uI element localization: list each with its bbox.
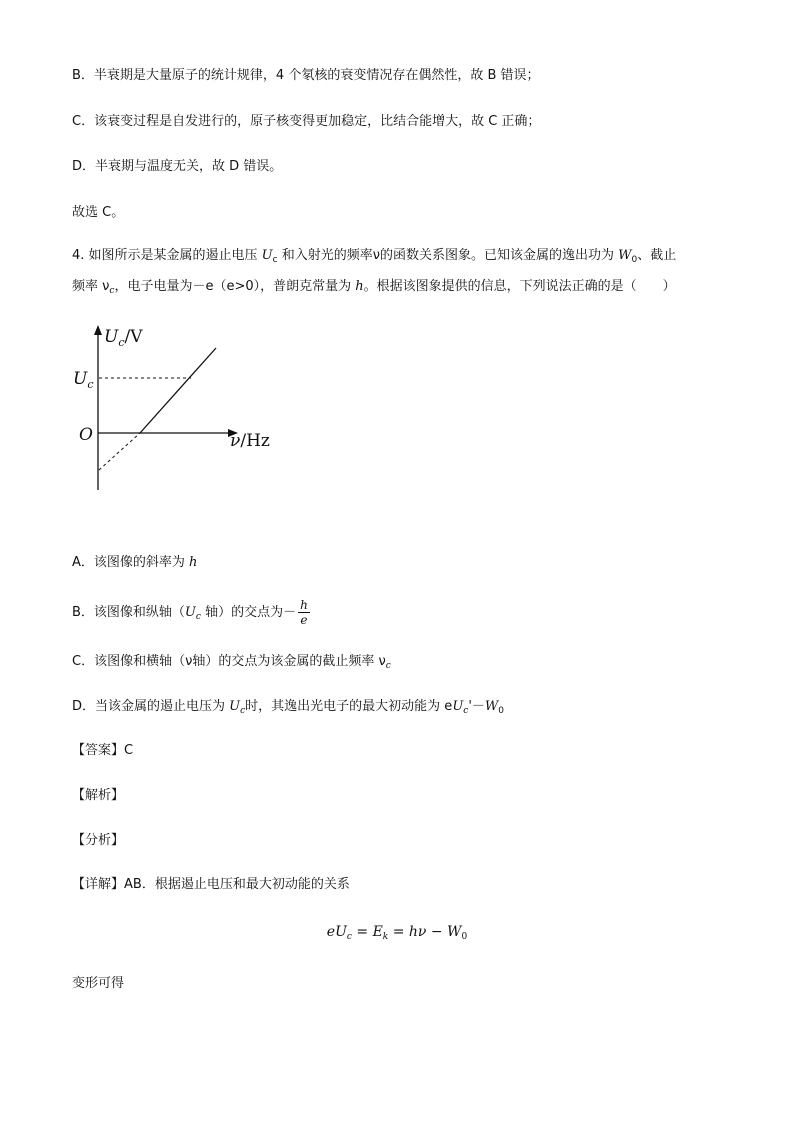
q1-text-end: 、截止 — [637, 248, 677, 263]
y-axis-label: $U_c/V$ — [104, 327, 143, 349]
option-d-prime: ' — [468, 699, 472, 714]
option-b-den: e — [300, 613, 308, 627]
option-a-h: h — [189, 555, 198, 570]
formula-rest2: = hν − W — [388, 924, 462, 940]
formula-c: c — [346, 932, 352, 942]
y-tick-uc: $U_c$ — [73, 369, 94, 391]
option-d-U2-sub: c — [463, 706, 469, 716]
q2-text-a: 频率 ν — [72, 279, 110, 294]
uc-nu-graph — [70, 322, 280, 497]
q2-text-b: ，电子电量为－e（e>0），普朗克常量为 — [114, 279, 356, 294]
q2-nu-sub: c — [109, 286, 115, 296]
fenxi-heading: 【分析】 — [72, 833, 125, 848]
option-b-prev: B．半衰期是大量原子的统计规律，4 个氡核的衰变情况存在偶然性，故 B 错误； — [72, 68, 540, 83]
option-d-U-sub: c — [240, 706, 246, 716]
formula-eU: eU — [326, 924, 347, 940]
option-d-U2: U — [452, 699, 464, 714]
q1-W-sub: 0 — [631, 255, 638, 265]
option-d-W: W — [484, 699, 499, 714]
option-d-text2: 时，其逸出光电子的最大初动能为 e — [245, 699, 453, 714]
transform-line: 变形可得 — [72, 976, 125, 991]
choose-line: 故选 C。 — [72, 205, 125, 220]
q2-text-end: 。根据该图象提供的信息，下列说法正确的是（ ） — [363, 279, 676, 294]
graph-line — [140, 348, 216, 433]
option-b-U: U — [184, 605, 196, 620]
analysis-heading: 【解析】 — [72, 788, 125, 803]
question-line-2 — [72, 278, 676, 300]
detail-line — [72, 876, 350, 894]
x-axis-label: ν/Hz — [230, 431, 270, 451]
formula-0: 0 — [461, 932, 468, 942]
q1-text-a: 4. 如图所示是某金属的遏止电压 — [72, 248, 262, 263]
answer-bracket: 【答案】 — [72, 743, 125, 758]
formula — [0, 924, 794, 942]
option-d-minus: － — [471, 699, 485, 714]
q1-U-sub: c — [272, 255, 278, 265]
formula-rest: = E — [351, 924, 383, 940]
option-d — [72, 698, 504, 720]
answer-value: C — [124, 743, 134, 758]
question-line-1 — [72, 247, 676, 269]
option-d-text: D．当该金属的遏止电压为 — [72, 699, 230, 714]
option-a — [72, 554, 197, 572]
q1-text-b: 和入射光的频率ν的函数关系图象。已知该金属的逸出功为 — [277, 248, 619, 263]
q2-h: h — [355, 279, 364, 294]
option-b-U-sub: c — [195, 612, 201, 622]
answer-line — [72, 742, 133, 760]
origin-label: O — [79, 425, 93, 445]
option-b-num: h — [300, 598, 308, 612]
graph-line-extension — [99, 433, 140, 470]
option-d-W-sub: 0 — [498, 706, 505, 716]
option-b-fraction — [298, 598, 310, 627]
y-axis-arrow — [94, 325, 102, 335]
option-b-text2: 轴）的交点为－ — [200, 605, 297, 620]
option-b — [72, 598, 310, 632]
formula-k: k — [382, 932, 389, 942]
option-d-U: U — [229, 699, 241, 714]
option-c — [72, 653, 391, 675]
option-b-text: B．该图像和纵轴（ — [72, 605, 185, 620]
detail-bracket: 【详解】 — [72, 877, 125, 892]
detail-text: AB．根据遏止电压和最大初动能的关系 — [124, 877, 350, 892]
option-c-sub: c — [385, 661, 391, 671]
option-c-prev: C．该衰变过程是自发进行的，原子核变得更加稳定，比结合能增大，故 C 正确； — [72, 114, 541, 129]
option-d-prev: D．半衰期与温度无关，故 D 错误。 — [72, 159, 283, 174]
q1-W: W — [618, 248, 632, 263]
q1-U: U — [261, 248, 273, 263]
option-c-text: C．该图像和横轴（ν轴）的交点为该金属的截止频率 ν — [72, 654, 386, 669]
option-a-text: A．该图像的斜率为 — [72, 555, 190, 570]
